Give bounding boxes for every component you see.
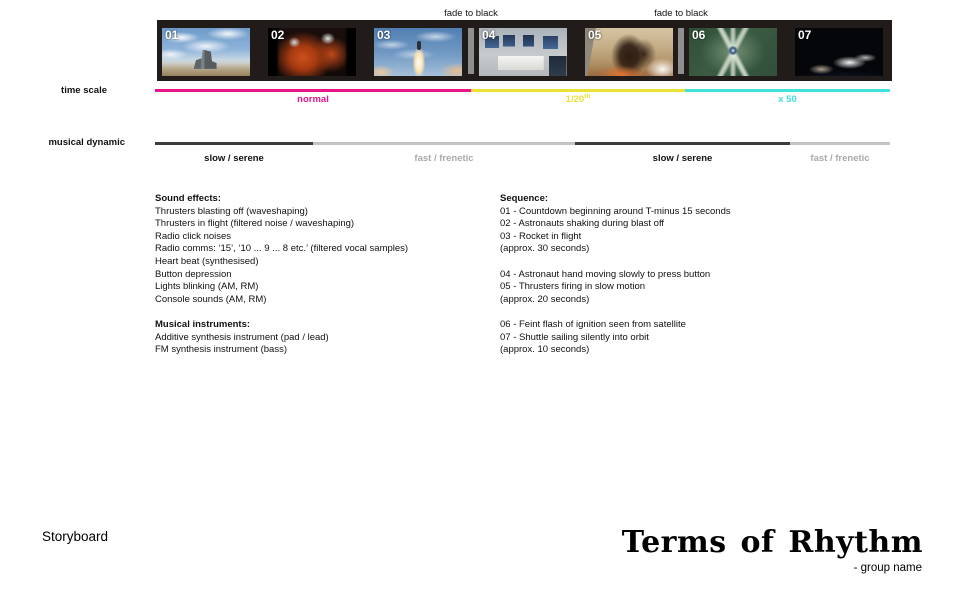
time-scale-label-speedup: x 50 xyxy=(778,94,797,106)
frame-shuttle-on-launchpad xyxy=(162,28,250,76)
fade-separator-1 xyxy=(468,28,474,74)
group-title: Terms of Rhythm xyxy=(621,525,923,560)
dynamic-label-slow-serene-1: slow / serene xyxy=(204,153,264,164)
sound-effects-column xyxy=(155,193,495,357)
storyboard-filmstrip xyxy=(157,20,892,81)
dynamic-label-fast-frenetic-2: fast / frenetic xyxy=(810,153,870,164)
musical-instrument-item: FM synthesis instrument (bass) xyxy=(155,344,287,356)
sequence-line: 03 - Rocket in flight xyxy=(500,230,582,242)
frame-satellite-view-of-launchpad xyxy=(689,28,777,76)
frame-number: 02 xyxy=(271,28,285,42)
dynamic-segment-slow-serene-2 xyxy=(575,142,790,164)
time-scale-label-normal: normal xyxy=(297,94,329,106)
sequence-title: Sequence: xyxy=(500,193,549,204)
frame-number: 03 xyxy=(377,28,391,42)
group-name-caption: - group name xyxy=(853,562,922,574)
dynamic-label-slow-serene-2: slow / serene xyxy=(652,153,713,164)
frame-astronauts-in-cockpit xyxy=(268,28,356,76)
sequence-line: 04 - Astronaut hand moving slowly to press button xyxy=(500,268,711,280)
sequence-duration: (approx. 30 seconds) xyxy=(500,243,590,255)
frame-earth-from-orbit xyxy=(795,28,883,76)
sequence-line: 06 - Feint flash of ignition seen from satellite xyxy=(500,318,686,330)
frame-control-panel-console xyxy=(479,28,567,76)
sound-effect-item: Thrusters in flight (filtered noise / waveshaping) xyxy=(155,218,355,230)
frame-number: 04 xyxy=(482,28,496,42)
frame-thrusters-slow-motion xyxy=(585,28,673,76)
frame-rocket-in-flight xyxy=(374,28,462,76)
dynamic-segment-fast-frenetic-2 xyxy=(790,142,890,164)
musical-instruments-title: Musical instruments: xyxy=(155,318,251,330)
sound-effect-item: Heart beat (synthesised) xyxy=(155,255,259,267)
sequence-group-3 xyxy=(500,319,830,357)
sound-effect-item: Thrusters blasting off (waveshaping) xyxy=(155,205,308,217)
musical-instrument-item: Additive synthesis instrument (pad / lead) xyxy=(155,331,329,343)
time-scale-segment-normal xyxy=(155,89,471,106)
dynamic-segment-slow-serene-1 xyxy=(155,142,313,164)
sound-effect-item: Radio click noises xyxy=(155,230,232,242)
sequence-duration: (approx. 20 seconds) xyxy=(500,293,590,305)
dynamic-label-fast-frenetic-1: fast / frenetic xyxy=(414,153,474,164)
dynamic-segment-fast-frenetic-1 xyxy=(313,142,575,164)
frame-number: 05 xyxy=(588,28,602,42)
sequence-group-2 xyxy=(500,269,830,307)
musical-dynamic-row-label: musical dynamic xyxy=(48,137,125,148)
sound-effect-item: Lights blinking (AM, RM) xyxy=(155,281,259,293)
time-scale-segment-slowmo xyxy=(471,89,685,106)
time-scale-row-label: time scale xyxy=(61,85,107,96)
page-label-storyboard: Storyboard xyxy=(42,529,109,544)
time-scale-bar xyxy=(155,89,890,106)
sequence-column xyxy=(500,193,830,369)
sound-effect-item: Console sounds (AM, RM) xyxy=(155,293,267,305)
fade-separator-2 xyxy=(678,28,684,74)
sound-effect-item: Radio comms: ‘15’, ‘10 ... 9 ... 8 etc.’ (filtered vocal samples) xyxy=(155,243,409,255)
sound-effects-title: Sound effects: xyxy=(155,193,221,204)
sequence-line: 02 - Astronauts shaking during blast off xyxy=(500,218,665,230)
frame-number: 01 xyxy=(165,28,179,42)
time-scale-segment-speedup xyxy=(685,89,890,106)
fade-to-black-label-1: fade to black xyxy=(444,8,498,19)
frame-number: 07 xyxy=(798,28,812,42)
sequence-duration: (approx. 10 seconds) xyxy=(500,344,590,356)
sequence-group-1 xyxy=(500,206,830,256)
sound-effect-item: Button depression xyxy=(155,268,232,280)
sequence-line: 05 - Thrusters firing in slow motion xyxy=(500,281,646,293)
fade-to-black-label-2: fade to black xyxy=(654,8,708,19)
musical-dynamic-bar xyxy=(155,142,890,164)
sequence-line: 01 - Countdown beginning around T-minus 15 seconds xyxy=(500,205,731,217)
time-scale-label-slowmo: 1/20th xyxy=(565,93,591,106)
sequence-line: 07 - Shuttle sailing silently into orbit xyxy=(500,331,649,343)
frame-number: 06 xyxy=(692,28,706,42)
